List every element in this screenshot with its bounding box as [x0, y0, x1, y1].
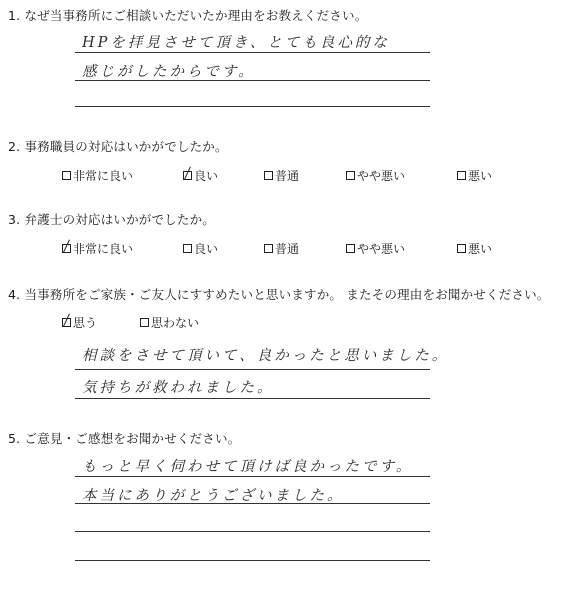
checkbox-checked[interactable] [62, 318, 71, 327]
q3-option-very-good[interactable] [62, 240, 133, 257]
q3-option-good[interactable] [183, 240, 218, 257]
answer-line [75, 369, 430, 370]
answer-4-line-2: 気持ちが救われました。 [82, 380, 275, 396]
option-label: 非常に良い [73, 242, 134, 256]
question-4: 4. 当事務所をご家族・ご友人にすすめたいと思いますか。 またその理由をお聞かせください。 [8, 287, 550, 302]
q2-option-somewhat-bad[interactable] [346, 167, 405, 184]
q4-option-no[interactable] [140, 314, 199, 331]
answer-line [75, 476, 430, 477]
q4-option-yes[interactable] [62, 314, 97, 331]
question-3: 3. 弁護士の対応はいかがでしたか。 [8, 212, 216, 227]
checkbox[interactable] [264, 244, 273, 253]
answer-1-line-1: HPを拝見させて頂き、とても良心的な [82, 35, 390, 51]
option-label: 悪い [468, 242, 493, 256]
question-2: 2. 事務職員の対応はいかがでしたか。 [8, 139, 228, 154]
option-label: 普通 [275, 169, 300, 183]
q2-option-very-good[interactable] [62, 167, 133, 184]
option-label: やや悪い [357, 169, 406, 183]
q2-option-average[interactable] [264, 167, 299, 184]
checkbox[interactable] [183, 244, 192, 253]
question-1: 1. なぜ当事務所にご相談いただいたか理由をお教えください。 [8, 8, 368, 23]
q3-option-somewhat-bad[interactable] [346, 240, 405, 257]
answer-line [75, 52, 430, 53]
option-label: 普通 [275, 242, 300, 256]
checkbox[interactable] [346, 171, 355, 180]
answer-line [75, 80, 430, 81]
checkbox[interactable] [140, 318, 149, 327]
option-label: 良い [194, 242, 219, 256]
checkbox-checked[interactable] [183, 171, 192, 180]
answer-5-line-1: もっと早く伺わせて頂けば良かったです。 [82, 459, 414, 475]
option-label: 良い [194, 169, 219, 183]
option-label: 思う [73, 316, 98, 330]
checkbox[interactable] [346, 244, 355, 253]
answer-line [75, 398, 430, 399]
checkbox[interactable] [264, 171, 273, 180]
answer-line [75, 531, 430, 532]
answer-line [75, 503, 430, 504]
question-5: 5. ご意見・ご感想をお聞かせください。 [8, 431, 241, 446]
checkbox[interactable] [457, 171, 466, 180]
checkbox-checked[interactable] [62, 244, 71, 253]
q2-option-bad[interactable] [457, 167, 492, 184]
option-label: 非常に良い [73, 169, 134, 183]
answer-line [75, 106, 430, 107]
option-label: やや悪い [357, 242, 406, 256]
checkbox[interactable] [62, 171, 71, 180]
q3-option-bad[interactable] [457, 240, 492, 257]
answer-4-line-1: 相談をさせて頂いて、良かったと思いました。 [82, 348, 450, 364]
option-label: 思わない [151, 316, 200, 330]
option-label: 悪い [468, 169, 493, 183]
checkbox[interactable] [457, 244, 466, 253]
answer-5-line-2: 本当にありがとうございました。 [82, 488, 345, 504]
answer-1-line-2: 感じがしたからです。 [82, 64, 256, 80]
q3-option-average[interactable] [264, 240, 299, 257]
answer-line [75, 560, 430, 561]
q2-option-good[interactable] [183, 167, 218, 184]
